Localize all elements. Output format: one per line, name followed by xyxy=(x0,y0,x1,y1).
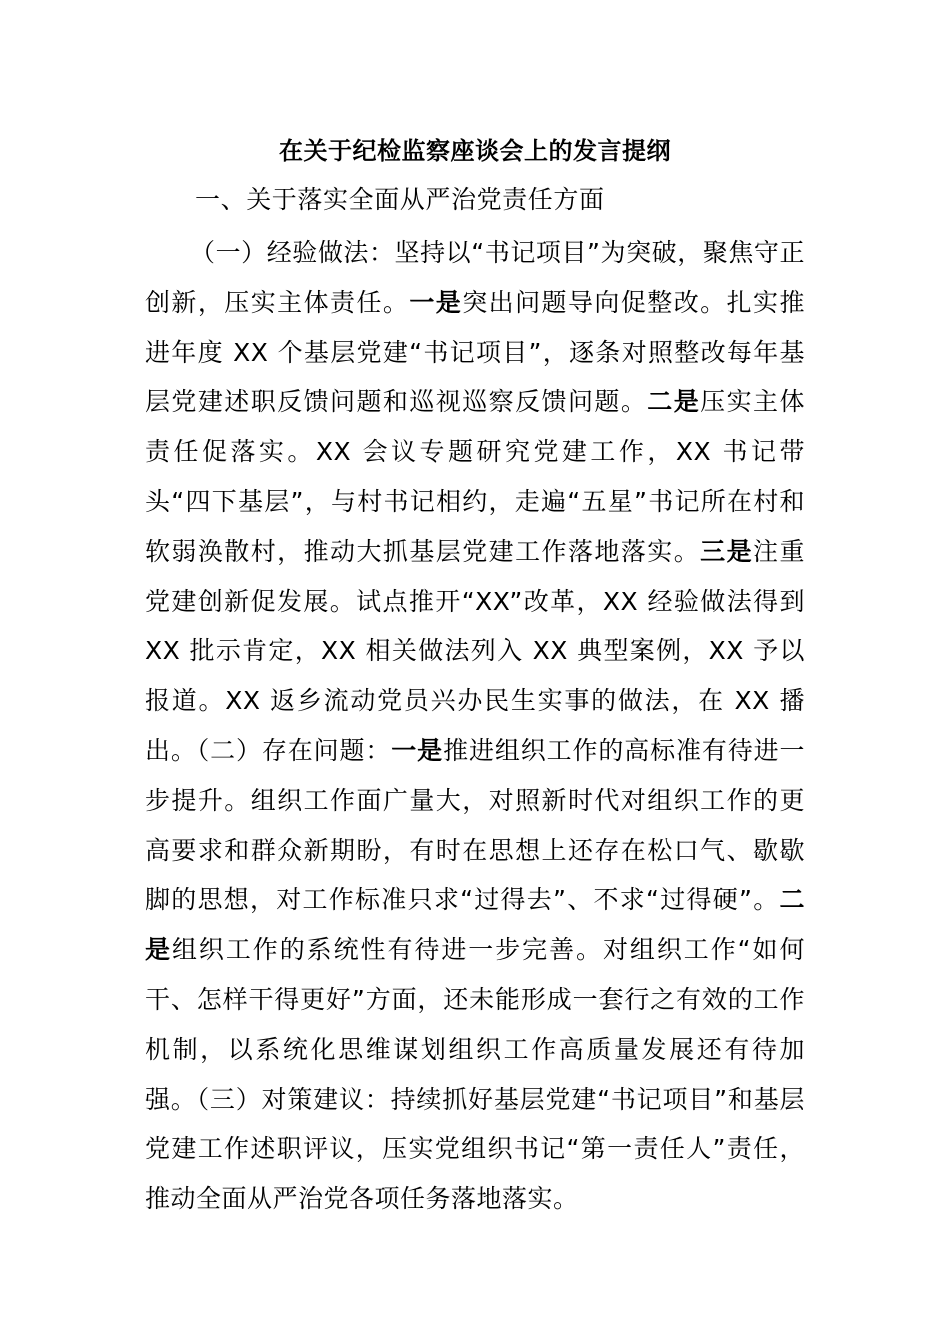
body-paragraph xyxy=(145,228,805,1224)
paragraph-run: （一）经验做法：坚持以“书记项目”为突破，聚焦守正创新，压实主体责任。 xyxy=(145,238,805,317)
document-title: 在关于纪检监察座谈会上的发言提纲 xyxy=(279,137,671,165)
paragraph-emphasis: 二是 xyxy=(647,387,701,417)
paragraph-emphasis: 三是 xyxy=(700,536,754,566)
section-heading: 一、关于落实全面从严治党责任方面 xyxy=(195,185,605,214)
paragraph-run: 组织工作的系统性有待进一步完善。对组织工作“如何干、怎样干得更好”方面，还未能形成一套行之有效的工作机制，以系统化思维谋划组织工作高质量发展还有待加强。（三）对策建议：持续抓好基层党建“书记项目”和基层党建工作述职评议，压实党组织书记“第一责任人”责任，推动全面从严治党各项任务落地落实。 xyxy=(145,935,805,1214)
paragraph-emphasis: 一是 xyxy=(391,735,444,765)
paragraph-run: 推进组织工作的高标准有待进一步提升。组织工作面广量大，对照新时代对组织工作的更高要求和群众新期盼，有时在思想上还存在松口气、歇歇脚的思想，对工作标准只求“过得去”、不求“过得硬”。 xyxy=(145,735,805,915)
paragraph-emphasis: 一是 xyxy=(409,287,463,317)
paragraph-run: 突出问题导向促整改。扎实推进年度 XX 个基层党建“书记项目”，逐条对照整改每年基层党建述职反馈问题和巡视巡察反馈问题。 xyxy=(145,287,805,417)
paragraph-run: 压实主体责任促落实。XX 会议专题研究党建工作，XX 书记带头“四下基层”，与村书记相约，走遍“五星”书记所在村和软弱涣散村，推动大抓基层党建工作落地落实。 xyxy=(145,387,805,566)
paragraph-emphasis: 二是 xyxy=(145,885,805,965)
paragraph-run: 注重党建创新促发展。试点推开“XX”改革，XX 经验做法得到 XX 批示肯定，XX 相关做法列入 XX 典型案例，XX 予以报道。XX 返乡流动党员兴办民生实事的做法，在 XX 播出。（二）存在问题： xyxy=(145,536,805,765)
